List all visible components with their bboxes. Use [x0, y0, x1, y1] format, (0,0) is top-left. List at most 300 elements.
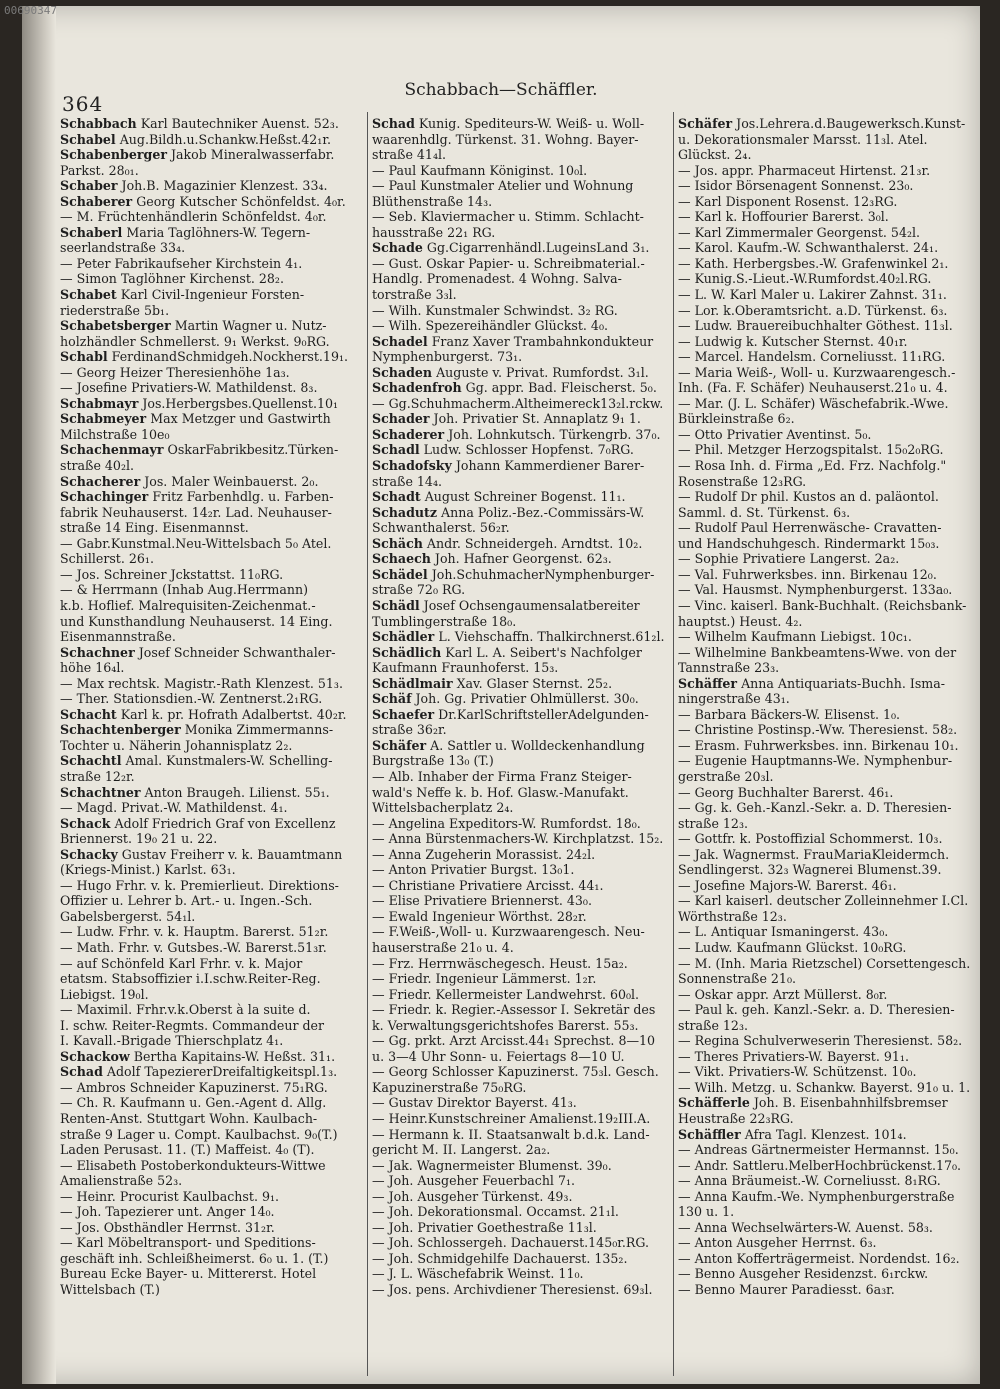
directory-entry [678, 1080, 976, 1096]
entry-text: — Karl kaiserl. deutscher Zolleinnehmer I.Cl. [678, 893, 969, 909]
entry-text: — Gust. Oskar Papier- u. Schreibmaterial.- [372, 255, 645, 271]
directory-entry [372, 1266, 672, 1282]
directory-entry [60, 240, 360, 256]
directory-entry [678, 396, 976, 412]
entry-text: Fritz Farbenhdlg. u. Farben- [148, 489, 334, 505]
entry-text: — Andr. Sattleru.MelberHochbrückenst.17₀. [678, 1157, 962, 1173]
directory-entry [372, 987, 672, 1003]
directory-entry [678, 1018, 976, 1034]
entry-surname: Schädlich [372, 644, 442, 660]
entry-surname: Schackow [60, 1048, 130, 1064]
directory-entry [678, 132, 976, 148]
entry-text: geschäft inh. Schleißheimerst. 6₀ u. 1. (T.) [60, 1250, 329, 1266]
directory-entry [678, 769, 976, 785]
column-divider [673, 112, 674, 1376]
directory-entry [60, 1111, 360, 1127]
directory-entry [60, 738, 360, 754]
directory-entry [372, 349, 672, 365]
entry-surname: Schadt [372, 489, 421, 505]
entry-text: — L. Antiquar Ismaningerst. 43₀. [678, 924, 889, 940]
directory-entry [60, 225, 360, 241]
entry-text: — Maximil. Frhr.v.k.Oberst à la suite d. [60, 1002, 311, 1018]
directory-entry [372, 800, 672, 816]
entry-text: — Anna Kaufm.-We. Nymphenburgerstraße [678, 1188, 955, 1204]
directory-entry [60, 551, 360, 567]
entry-text: — Wilh. Spezereihändler Glückst. 4₀. [372, 318, 608, 334]
entry-text: — Ther. Stationsdien.-W. Zentnerst.2₁RG. [60, 691, 323, 707]
entry-surname: Schachenmayr [60, 442, 164, 458]
directory-entry [372, 816, 672, 832]
directory-entry [60, 1127, 360, 1143]
entry-text: Gustav Freiherr v. k. Bauamtmann [117, 846, 343, 862]
entry-text: Sendlingerst. 32₃ Wagnerei Blumenst.39. [678, 862, 942, 878]
directory-entry [678, 427, 976, 443]
entry-text: Jos. Maler Weinbauerst. 2₀. [140, 473, 319, 489]
directory-entry [678, 505, 976, 521]
directory-entry [678, 551, 976, 567]
directory-entry [372, 442, 672, 458]
entry-text: (Kriegs-Minist.) Karlst. 63₁. [60, 862, 236, 878]
entry-text: — Jos. Obsthändler Herrnst. 31₂r. [60, 1219, 275, 1235]
entry-surname: Schabetsberger [60, 318, 171, 334]
entry-text: — Lor. k.Oberamtsricht. a.D. Türkenst. 6₃. [678, 302, 948, 318]
entry-surname: Schaefer [372, 706, 435, 722]
directory-entry [60, 909, 360, 925]
entry-surname: Schachtenberger [60, 722, 181, 738]
entry-text: Joh. Privatier St. Annaplatz 9₁ 1. [429, 411, 641, 427]
entry-text: straße 40₂l. [60, 458, 135, 474]
column-2 [372, 116, 672, 1378]
directory-entry [372, 1158, 672, 1174]
directory-entry [678, 1064, 976, 1080]
directory-entry [678, 707, 976, 723]
entry-text: — Heinr. Procurist Kaulbachst. 9₁. [60, 1188, 280, 1204]
entry-text: — Magd. Privat.-W. Mathildenst. 4₁. [60, 800, 288, 816]
directory-entry [372, 536, 672, 552]
directory-entry [372, 147, 672, 163]
entry-text: holzhändler Schmellerst. 9₁ Werkst. 9₀RG. [60, 333, 330, 349]
directory-entry [60, 1251, 360, 1267]
directory-entry [372, 1127, 672, 1143]
directory-entry [60, 1142, 360, 1158]
directory-entry [60, 1266, 360, 1282]
entry-text: — Mar. (J. L. Schäfer) Wäschefabrik.-Wwe. [678, 395, 949, 411]
directory-entry [60, 676, 360, 692]
directory-entry [60, 924, 360, 940]
directory-entry [678, 194, 976, 210]
entry-text: — Benno Ausgeher Residenzst. 6₁rckw. [678, 1266, 929, 1282]
entry-surname: Schabbach [60, 116, 137, 131]
entry-text: straße 36₂r. [372, 722, 447, 738]
entry-text: Adolf TapeziererDreifaltigkeitspl.1₃. [102, 1064, 338, 1080]
directory-entry [678, 163, 976, 179]
entry-text: I. Kavall.-Brigade Thierschplatz 4₁. [60, 1033, 284, 1049]
entry-text: Inh. (Fa. F. Schäfer) Neuhauserst.21₀ u. 4. [678, 380, 948, 396]
entry-text: Amalienstraße 52₃. [60, 1173, 183, 1189]
entry-text: OskarFabrikbesitz.Türken- [163, 442, 339, 458]
entry-text: Georg Kutscher Schönfeldst. 4₀r. [132, 193, 346, 209]
entry-text: Johann Kammerdiener Barer- [451, 458, 645, 474]
entry-text: — Friedr. k. Regier.-Assessor I. Sekretär des [372, 1002, 656, 1018]
directory-entry [60, 287, 360, 303]
entry-text: höhe 16₄l. [60, 660, 125, 676]
directory-entry [372, 256, 672, 272]
directory-entry [60, 1049, 360, 1065]
entry-text: Joh.SchuhmacherNymphenburger- [427, 566, 655, 582]
directory-entry [60, 691, 360, 707]
directory-entry [60, 598, 360, 614]
directory-entry [678, 816, 976, 832]
entry-text: Gabelsbergerst. 54₁l. [60, 908, 196, 924]
entry-surname: Schad [372, 116, 415, 131]
directory-entry [678, 1251, 976, 1267]
directory-entry [60, 380, 360, 396]
entry-text: Joh. Lohnkutsch. Türkengrb. 37₀. [444, 426, 661, 442]
directory-entry [678, 147, 976, 163]
entry-text: Anton Braugeh. Lilienst. 55₁. [140, 784, 330, 800]
directory-entry [372, 194, 672, 210]
directory-entry [60, 349, 360, 365]
entry-text: — Kath. Herbergsbes.-W. Grafenwinkel 2₁. [678, 255, 949, 271]
entry-text: — Otto Privatier Aventinst. 5₀. [678, 426, 872, 442]
entry-text: — Ch. R. Kaufmann u. Gen.-Agent d. Allg. [60, 1095, 327, 1111]
entry-text: Parkst. 28₀₁. [60, 162, 139, 178]
directory-entry [372, 691, 672, 707]
directory-entry [372, 271, 672, 287]
entry-text: — Frz. Herrnwäschegesch. Heust. 15a₂. [372, 955, 628, 971]
entry-text: Joh.B. Magazinier Klenzest. 33₄. [117, 178, 328, 194]
directory-entry [372, 458, 672, 474]
directory-entry [678, 614, 976, 630]
directory-entry [372, 956, 672, 972]
directory-entry [372, 785, 672, 801]
entry-surname: Schacht [60, 706, 117, 722]
entry-text: — Christine Postinsp.-Ww. Theresienst. 58₂. [678, 722, 958, 738]
entry-surname: Schader [372, 411, 430, 427]
entry-text: — J. L. Wäschefabrik Weinst. 11₀. [372, 1266, 584, 1282]
entry-text: und Handschuhgesch. Rindermarkt 15₀₃. [678, 535, 940, 551]
entry-text: 130 u. 1. [678, 1204, 735, 1220]
directory-entry [60, 132, 360, 148]
entry-text: ningerstraße 43₁. [678, 691, 790, 707]
entry-text: Jakob Mineralwasserfabr. [166, 147, 335, 163]
directory-entry [60, 458, 360, 474]
entry-text: — Andreas Gärtnermeister Hermannst. 15₀. [678, 1142, 959, 1158]
entry-text: Kapuzinerstraße 75₀RG. [372, 1079, 527, 1095]
directory-entry [678, 1158, 976, 1174]
entry-text: Amal. Kunstmalers-W. Schelling- [121, 753, 333, 769]
entry-surname: Schacky [60, 846, 118, 862]
directory-entry [678, 1033, 976, 1049]
directory-entry [678, 1266, 976, 1282]
entry-text: — Simon Taglöhner Kirchenst. 28₂. [60, 271, 284, 287]
directory-entry [60, 147, 360, 163]
entry-text: — Jak. Wagnermst. FrauMariaKleidermch. [678, 846, 950, 862]
directory-entry [678, 334, 976, 350]
directory-entry [372, 318, 672, 334]
directory-entry [372, 940, 672, 956]
directory-entry [678, 271, 976, 287]
directory-entry [678, 458, 976, 474]
entry-text: Karl Bautechniker Auenst. 52₃. [136, 116, 339, 131]
entry-text: gerstraße 20₃l. [678, 768, 774, 784]
directory-entry [372, 582, 672, 598]
directory-entry [372, 1064, 672, 1080]
entry-surname: Schabl [60, 349, 108, 365]
entry-text: — Jos. pens. Archivdiener Theresienst. 69₃l. [372, 1282, 653, 1298]
entry-text: Josef Schneider Schwanthaler- [134, 644, 336, 660]
directory-page [4, 4, 980, 1384]
entry-text: hausstraße 22₁ RG. [372, 224, 496, 240]
entry-text: — & Herrmann (Inhab Aug.Herrmann) [60, 582, 308, 598]
entry-text: — Paul Kunstmaler Atelier und Wohnung [372, 178, 634, 194]
directory-entry [678, 987, 976, 1003]
entry-text: Kaufmann Fraunhoferst. 15₃. [372, 660, 559, 676]
entry-text: — Joh. Schlossergeh. Dachauerst.145₀r.RG. [372, 1235, 649, 1251]
entry-text: — Gg.Schuhmacherm.Altheimereck13₂l.rckw. [372, 395, 664, 411]
directory-entry [678, 520, 976, 536]
entry-text: Martin Wagner u. Nutz- [170, 318, 327, 334]
entry-text: Heustraße 22₃RG. [678, 1111, 794, 1126]
entry-surname: Schaber [60, 178, 118, 194]
entry-text: — Gg. k. Geh.-Kanzl.-Sekr. a. D. Theresien- [678, 800, 952, 816]
entry-surname: Schabet [60, 287, 117, 303]
directory-entry [372, 722, 672, 738]
entry-text: — Ambros Schneider Kapuzinerst. 75₁RG. [60, 1079, 328, 1095]
directory-entry [60, 614, 360, 630]
directory-entry [678, 1189, 976, 1205]
directory-entry [60, 660, 360, 676]
entry-text: Kunig. Spediteurs-W. Weiß- u. Woll- [414, 116, 645, 131]
directory-entry [678, 691, 976, 707]
entry-text: — Friedr. Kellermeister Landwehrst. 60₀l. [372, 986, 640, 1002]
entry-text: Glückst. 2₄. [678, 147, 752, 163]
directory-entry [678, 303, 976, 319]
entry-text: — Paul k. geh. Kanzl.-Sekr. a. D. Theresien- [678, 1002, 955, 1018]
directory-entry [372, 645, 672, 661]
directory-entry [372, 474, 672, 490]
entry-text: — Joh. Schmidgehilfe Dachauerst. 135₂. [372, 1250, 628, 1266]
directory-entry [678, 365, 976, 381]
entry-text: — Barbara Bäckers-W. Elisenst. 1₀. [678, 706, 901, 722]
directory-entry [372, 567, 672, 583]
directory-entry [678, 1282, 976, 1298]
entry-text: straße 12₂r. [60, 768, 135, 784]
directory-entry [372, 909, 672, 925]
directory-entry [60, 800, 360, 816]
entry-text: — Wilh. Kunstmaler Schwindst. 3₂ RG. [372, 302, 618, 318]
directory-entry [60, 769, 360, 785]
entry-text: straße 41₄l. [372, 147, 447, 163]
directory-entry [60, 365, 360, 381]
entry-surname: Schädl [372, 597, 420, 613]
directory-entry [678, 1220, 976, 1236]
entry-text: — Karol. Kaufm.-W. Schwanthalerst. 24₁. [678, 240, 939, 256]
directory-entry [372, 862, 672, 878]
directory-entry [372, 489, 672, 505]
entry-surname: Schabenberger [60, 147, 167, 163]
entry-text: Franz Xaver Trambahnkondukteur [427, 333, 654, 349]
entry-text: Xav. Glaser Sternst. 25₂. [452, 675, 613, 691]
directory-entry [678, 862, 976, 878]
entry-surname: Schadenfroh [372, 380, 462, 396]
entry-text: Joh. Gg. Privatier Ohlmüllerst. 30₀. [411, 691, 639, 707]
directory-entry [372, 1220, 672, 1236]
entry-text: — Heinr.Kunstschreiner Amalienst.19₂III.A. [372, 1111, 651, 1126]
entry-text: — M. (Inh. Maria Rietzschel) Corsettengesch. [678, 955, 971, 971]
entry-text: — Peter Fabrikaufseher Kirchstein 4₁. [60, 255, 303, 271]
entry-text: Blüthenstraße 14₃. [372, 193, 493, 209]
directory-entry [678, 785, 976, 801]
entry-text: — Marcel. Handelsm. Corneliusst. 11₁RG. [678, 349, 946, 365]
directory-entry [678, 1111, 976, 1127]
directory-entry [678, 178, 976, 194]
entry-surname: Schadutz [372, 504, 438, 520]
entry-text: — Vikt. Privatiers-W. Schützenst. 10₀. [678, 1064, 917, 1080]
entry-text: — Vinc. kaiserl. Bank-Buchhalt. (Reichsbank- [678, 597, 967, 613]
entry-surname: Schädel [372, 566, 428, 582]
directory-entry [60, 116, 360, 132]
directory-entry [60, 1064, 360, 1080]
entry-text: — Josefine Privatiers-W. Mathildenst. 8₃. [60, 380, 318, 396]
entry-text: Sonnenstraße 21₀. [678, 971, 796, 987]
entry-text: Bertha Kapitains-W. Heßst. 31₁. [129, 1048, 336, 1064]
entry-text: seerlandstraße 33₄. [60, 240, 186, 256]
entry-surname: Schädlmair [372, 675, 453, 691]
entry-text: — Kunig.S.-Lieut.-W.Rumfordst.40₂l.RG. [678, 271, 932, 287]
entry-text: Karl Civil-Ingenieur Forsten- [116, 287, 305, 303]
directory-entry [372, 1080, 672, 1096]
directory-entry [60, 334, 360, 350]
entry-text: A. Sattler u. Wolldeckenhandlung [426, 737, 645, 753]
directory-entry [372, 971, 672, 987]
entry-text: — Joh. Ausgeher Feuerbachl 7₁. [372, 1173, 576, 1189]
entry-text: — Gustav Direktor Bayerst. 41₃. [372, 1095, 577, 1111]
entry-text: Milchstraße 10e₀ [60, 426, 170, 442]
directory-entry [60, 1189, 360, 1205]
entry-text: — Ludw. Frhr. v. k. Hauptm. Barerst. 51₂r. [60, 924, 329, 940]
entry-surname: Schaech [372, 551, 431, 567]
directory-entry [372, 396, 672, 412]
entry-text: Schwanthalerst. 56₂r. [372, 520, 510, 536]
directory-entry [678, 831, 976, 847]
entry-text: Liebigst. 19₀l. [60, 986, 149, 1002]
directory-entry [60, 442, 360, 458]
entry-surname: Schad [60, 1064, 103, 1080]
directory-entry [678, 489, 976, 505]
directory-entry [678, 1235, 976, 1251]
directory-entry [60, 1080, 360, 1096]
directory-entry [60, 489, 360, 505]
directory-entry [372, 598, 672, 614]
entry-text: — Ludw. Kaufmann Glückst. 10₀RG. [678, 939, 907, 955]
directory-entry [372, 1111, 672, 1127]
entry-text: Wittelsbacherplatz 2₄. [372, 800, 514, 816]
directory-entry [678, 240, 976, 256]
directory-entry [60, 1002, 360, 1018]
directory-entry [60, 753, 360, 769]
directory-entry [678, 474, 976, 490]
entry-text: straße 14₄. [372, 473, 442, 489]
directory-entry [60, 163, 360, 179]
directory-entry [678, 116, 976, 132]
directory-entry [678, 209, 976, 225]
directory-entry [60, 1173, 360, 1189]
entry-text: Tannstraße 23₃. [678, 660, 780, 676]
entry-text: torstraße 3₃l. [372, 287, 457, 303]
entry-text: — Anton Privatier Burgst. 13₀1. [372, 862, 575, 878]
directory-entry [678, 349, 976, 365]
entry-text: Handlg. Promenadest. 4 Wohng. Salva- [372, 271, 622, 287]
entry-surname: Schabmayr [60, 395, 139, 411]
entry-text: — Rosa Inh. d. Firma „Ed. Frz. Nachfolg." [678, 458, 947, 474]
directory-entry [372, 505, 672, 521]
entry-text: Nymphenburgerst. 73₁. [372, 349, 523, 365]
entry-text: — Isidor Börsenagent Sonnenst. 23₀. [678, 178, 914, 194]
entry-text: — Hermann k. II. Staatsanwalt b.d.k. Land- [372, 1126, 650, 1142]
entry-text: Josef Ochsengaumensalatbereiter [419, 597, 640, 613]
entry-text: Dr.KarlSchriftstellerAdelgunden- [434, 706, 649, 722]
directory-entry [678, 442, 976, 458]
entry-text: — Anton Kofferträgermeist. Nordendst. 16₂. [678, 1250, 960, 1266]
entry-surname: Schäffler [678, 1126, 741, 1142]
entry-surname: Schachtner [60, 784, 141, 800]
directory-entry [60, 862, 360, 878]
directory-entry [60, 987, 360, 1003]
directory-entry [678, 909, 976, 925]
directory-entry [372, 1142, 672, 1158]
directory-entry [372, 411, 672, 427]
entry-surname: Schäch [372, 535, 423, 551]
entry-text: Ludw. Schlosser Hopfenst. 7₀RG. [419, 442, 634, 458]
directory-entry [372, 380, 672, 396]
column-3 [678, 116, 976, 1378]
directory-entry [372, 847, 672, 863]
entry-text: — Theres Privatiers-W. Bayerst. 91₁. [678, 1048, 909, 1064]
directory-entry [372, 163, 672, 179]
entry-surname: Schade [372, 240, 423, 256]
directory-entry [372, 365, 672, 381]
entry-surname: Schachtl [60, 753, 122, 769]
directory-entry [678, 924, 976, 940]
directory-entry [60, 256, 360, 272]
column-1 [60, 116, 360, 1378]
directory-entry [372, 1204, 672, 1220]
entry-text: — Jak. Wagnermeister Blumenst. 39₀. [372, 1157, 612, 1173]
directory-entry [678, 225, 976, 241]
directory-entry [372, 520, 672, 536]
directory-entry [678, 738, 976, 754]
entry-text: u. 3—4 Uhr Sonn- u. Feiertags 8—10 U. [372, 1048, 625, 1064]
directory-entry [60, 1033, 360, 1049]
directory-entry [678, 582, 976, 598]
entry-text: — Rudolf Paul Herrenwäsche- Cravatten- [678, 520, 942, 536]
entry-text: straße 12₃. [678, 815, 748, 831]
directory-entry [60, 956, 360, 972]
entry-text: — Georg Heizer Theresienhöhe 1a₃. [60, 364, 290, 380]
directory-entry [372, 831, 672, 847]
entry-surname: Schaderer [372, 426, 445, 442]
entry-text: — Karl Zimmermaler Georgenst. 54₂l. [678, 224, 921, 240]
directory-entry [372, 769, 672, 785]
directory-entry [678, 411, 976, 427]
directory-entry [60, 1158, 360, 1174]
entry-surname: Schachner [60, 644, 135, 660]
directory-entry [372, 1189, 672, 1205]
entry-text: Joh. Hafner Georgenst. 62₃. [430, 551, 612, 567]
entry-surname: Schäf [372, 691, 412, 707]
entry-text: — Jos. Schreiner Jckstattst. 11₀RG. [60, 566, 284, 582]
